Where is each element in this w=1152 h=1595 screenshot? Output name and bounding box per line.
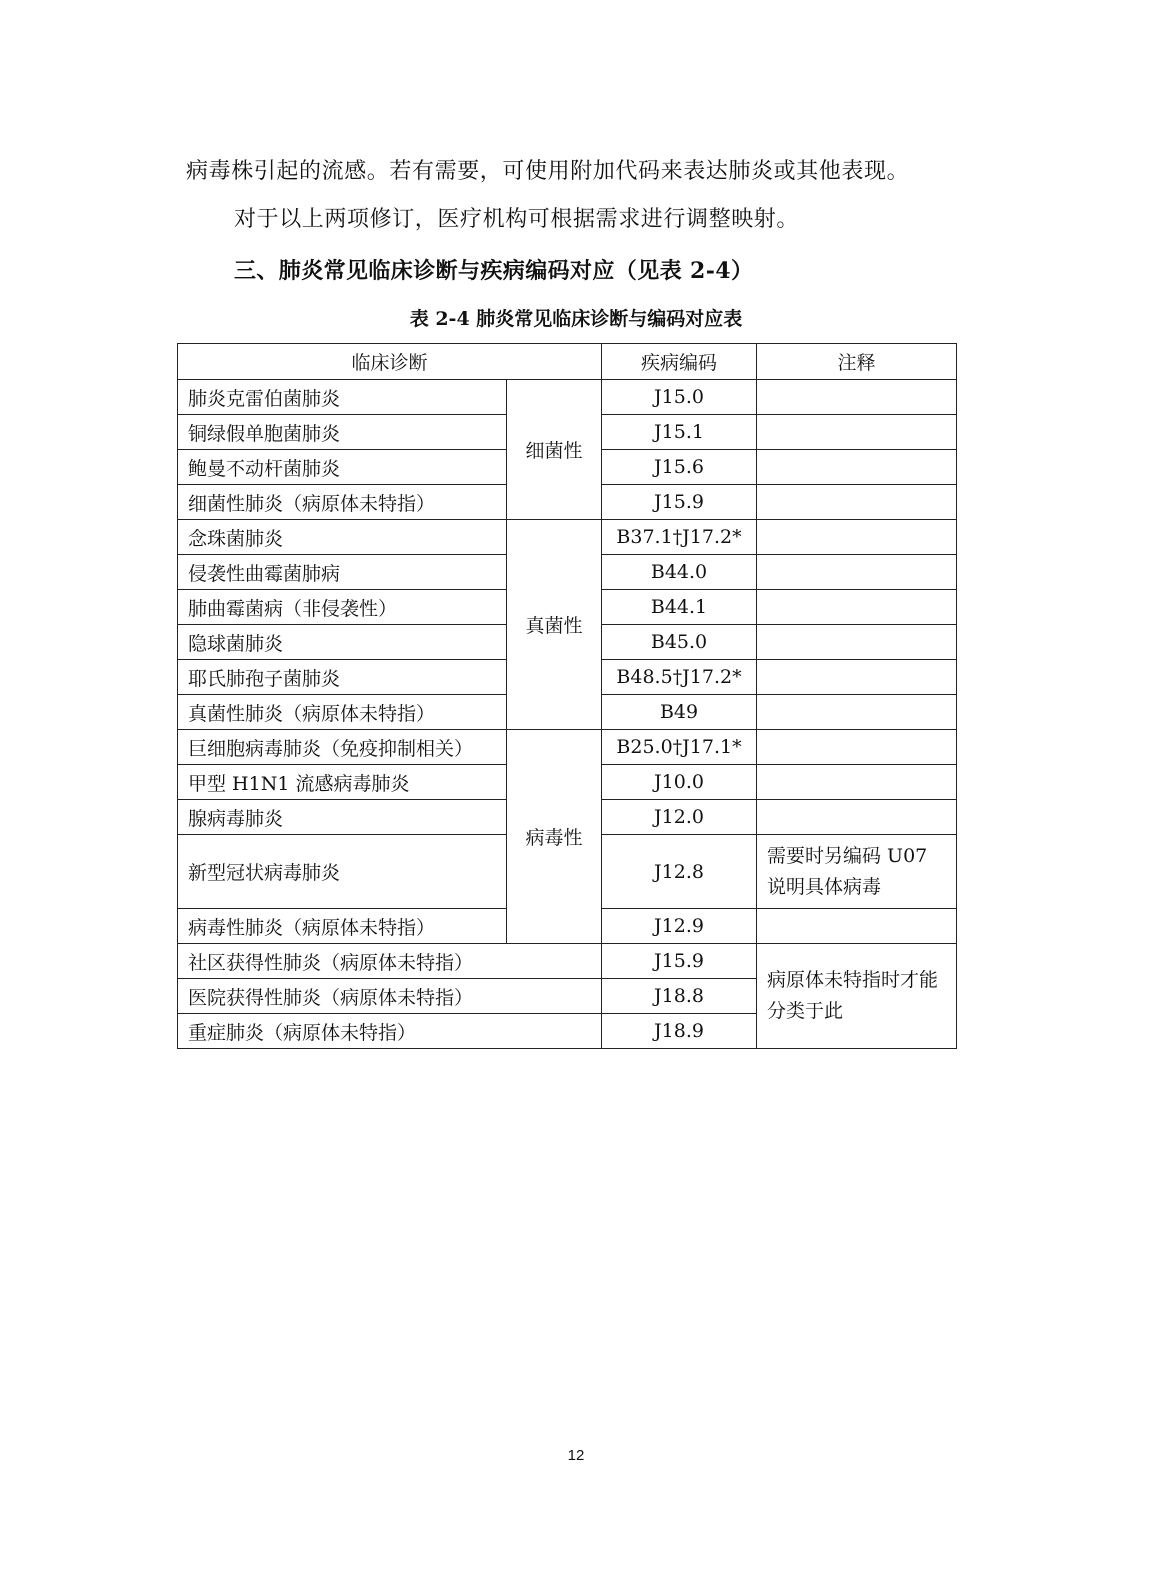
code-cell: J15.1 [602,415,757,450]
note-cell-unspecified: 病原体未特指时才能分类于此 [757,944,957,1049]
diagnosis-cell: 鲍曼不动杆菌肺炎 [178,450,507,485]
diagnosis-cell: 隐球菌肺炎 [178,625,507,660]
diagnosis-cell: 社区获得性肺炎（病原体未特指） [178,944,602,979]
note-cell [757,660,957,695]
diagnosis-cell: 肺曲霉菌病（非侵袭性） [178,590,507,625]
table-header-row [178,344,957,380]
diagnosis-cell: 医院获得性肺炎（病原体未特指） [178,979,602,1014]
code-cell: J18.9 [602,1014,757,1049]
body-paragraph-2: 对于以上两项修订，医疗机构可根据需求进行调整映射。 [234,207,800,232]
diagnosis-cell: 腺病毒肺炎 [178,800,507,835]
category-cell-bacterial: 细菌性 [507,380,602,520]
diagnosis-cell: 巨细胞病毒肺炎（免疫抑制相关） [178,730,507,765]
diagnosis-cell: 病毒性肺炎（病原体未特指） [178,909,507,944]
header-note: 注释 [757,344,957,380]
code-cell: J15.9 [602,485,757,520]
header-diagnosis: 临床诊断 [178,344,602,380]
section-heading: 三、肺炎常见临床诊断与疾病编码对应（见表 2-4） [234,258,754,284]
code-cell: B25.0†J17.1* [602,730,757,765]
diagnosis-cell: 肺炎克雷伯菌肺炎 [178,380,507,415]
code-cell: J15.9 [602,944,757,979]
code-cell: B49 [602,695,757,730]
diagnosis-cell: 侵袭性曲霉菌肺病 [178,555,507,590]
diagnosis-cell: 新型冠状病毒肺炎 [178,835,507,909]
code-cell: B44.1 [602,590,757,625]
note-cell [757,625,957,660]
note-cell [757,485,957,520]
code-cell: J15.6 [602,450,757,485]
table-row [178,380,957,415]
table-row [178,730,957,765]
note-cell [757,695,957,730]
diagnosis-cell: 铜绿假单胞菌肺炎 [178,415,507,450]
code-cell: B48.5†J17.2* [602,660,757,695]
note-cell [757,909,957,944]
diagnosis-cell: 甲型 H1N1 流感病毒肺炎 [178,765,507,800]
code-cell: J18.8 [602,979,757,1014]
diagnosis-cell: 耶氏肺孢子菌肺炎 [178,660,507,695]
category-cell-viral: 病毒性 [507,730,602,944]
diagnosis-cell: 念珠菌肺炎 [178,520,507,555]
note-cell [757,730,957,765]
page-number: 12 [567,1447,585,1464]
code-cell: B37.1†J17.2* [602,520,757,555]
code-cell: J12.8 [602,835,757,909]
note-cell [757,765,957,800]
table-row [178,520,957,555]
body-paragraph-1: 病毒株引起的流感。若有需要，可使用附加代码来表达肺炎或其他表现。 [186,159,910,184]
note-cell-covid: 需要时另编码 U07 说明具体病毒 [757,835,957,909]
code-cell: J12.9 [602,909,757,944]
diagnosis-cell: 细菌性肺炎（病原体未特指） [178,485,507,520]
note-cell [757,800,957,835]
category-cell-fungal: 真菌性 [507,520,602,730]
diagnosis-cell: 真菌性肺炎（病原体未特指） [178,695,507,730]
code-cell: B44.0 [602,555,757,590]
note-cell [757,380,957,415]
note-cell [757,520,957,555]
diagnosis-code-table [177,343,957,1049]
header-code: 疾病编码 [602,344,757,380]
table-row [178,944,957,979]
note-cell [757,450,957,485]
code-cell: B45.0 [602,625,757,660]
code-cell: J10.0 [602,765,757,800]
note-cell [757,590,957,625]
code-cell: J12.0 [602,800,757,835]
table-caption: 表 2-4 肺炎常见临床诊断与编码对应表 [409,308,743,330]
note-cell [757,415,957,450]
note-cell [757,555,957,590]
diagnosis-cell: 重症肺炎（病原体未特指） [178,1014,602,1049]
code-cell: J15.0 [602,380,757,415]
